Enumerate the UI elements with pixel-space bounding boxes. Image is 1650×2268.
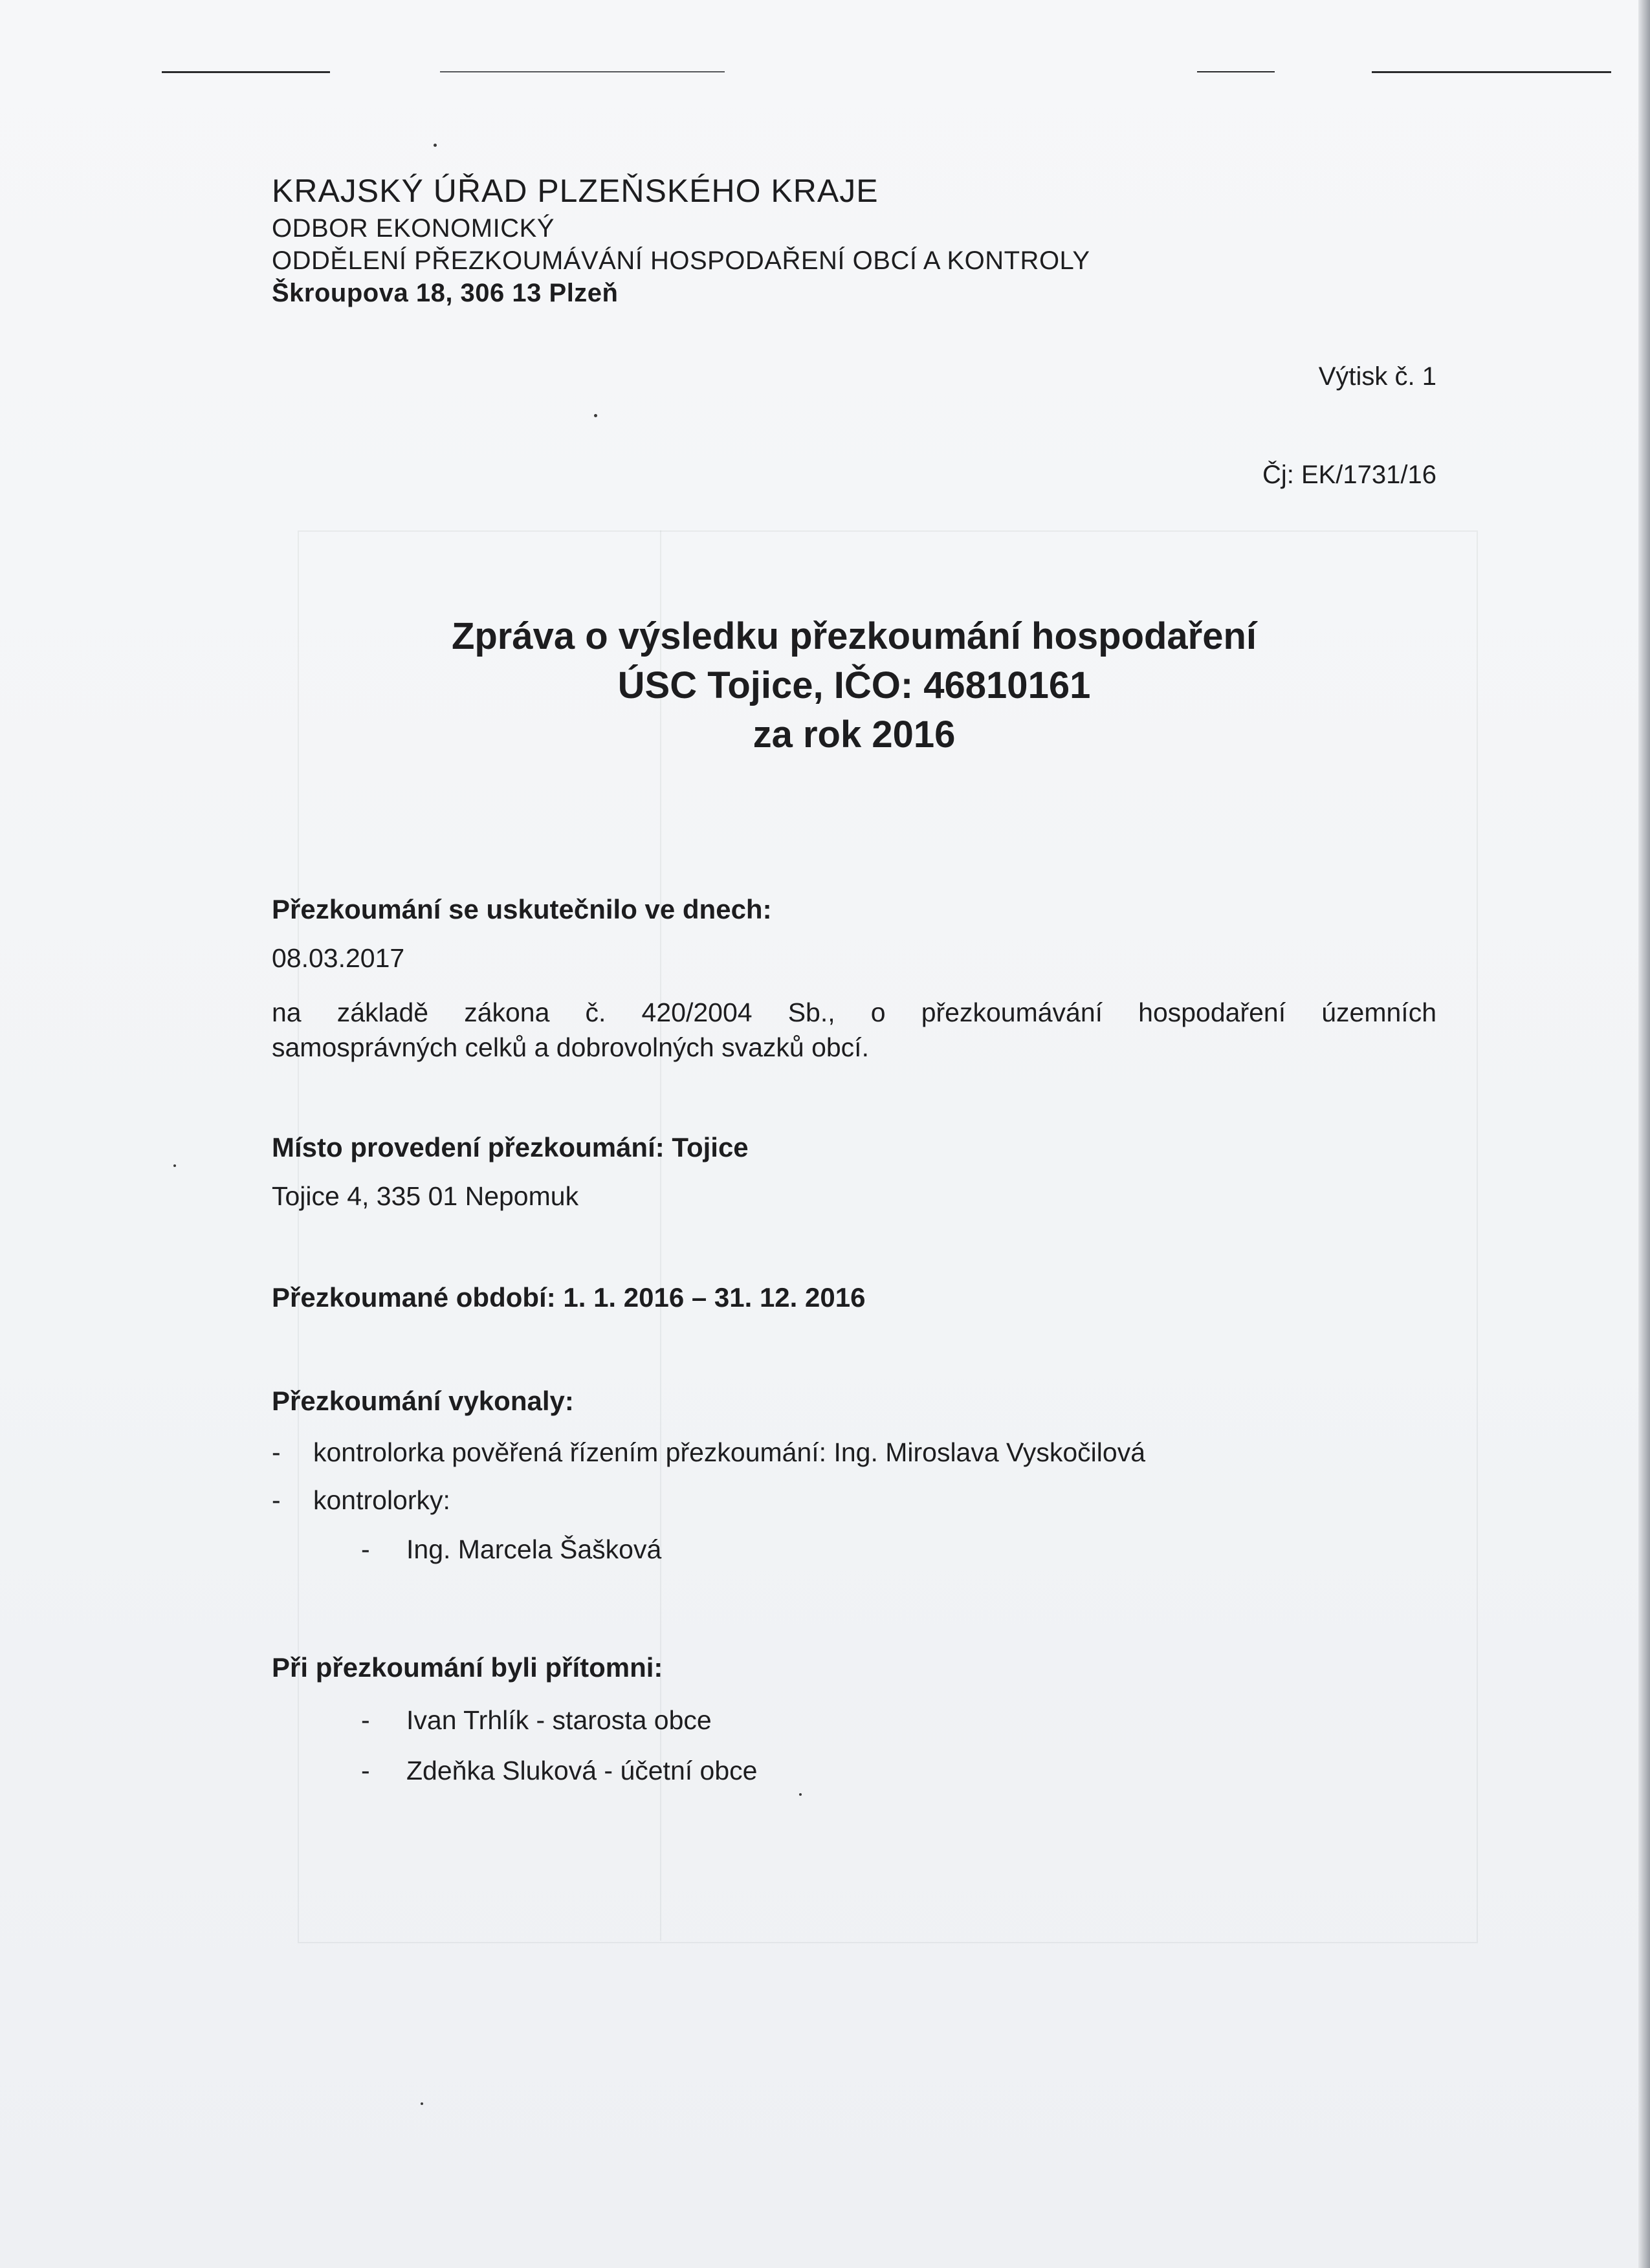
top-rule-1 [162, 71, 330, 73]
scan-speck [434, 144, 437, 147]
legal-basis-line-2: samosprávných celků a dobrovolných svazků obcí. [272, 1032, 869, 1062]
scan-speck [421, 2102, 423, 2105]
list-dash: - [361, 1756, 370, 1785]
list-dash: - [272, 1485, 281, 1515]
inspectors-label: kontrolorky: [313, 1485, 450, 1515]
list-dash: - [361, 1534, 370, 1564]
top-rule-2 [440, 71, 725, 72]
review-period: Přezkoumané období: 1. 1. 2016 – 31. 12. 2016 [272, 1282, 866, 1313]
title-line-3: za rok 2016 [753, 714, 956, 756]
inspector-member: Ing. Marcela Šašková [406, 1534, 662, 1564]
present-person-2: Zdeňka Sluková - účetní obce [406, 1756, 758, 1785]
performed-by-heading: Přezkoumání vykonaly: [272, 1386, 574, 1416]
review-dates-heading: Přezkoumání se uskutečnilo ve dnech: [272, 894, 772, 924]
letterhead [272, 169, 1090, 309]
department-name: ODBOR EKONOMICKÝ [272, 214, 555, 243]
legal-basis-line-1: na základě zákona č. 420/2004 Sb., o přezkoumávání hospodaření územních [272, 998, 1436, 1027]
legal-basis [272, 995, 1436, 1065]
review-date: 08.03.2017 [272, 943, 405, 973]
location-address: Tojice 4, 335 01 Nepomuk [272, 1181, 579, 1211]
list-dash: - [272, 1437, 281, 1467]
title-line-2: ÚSC Tojice, IČO: 46810161 [617, 664, 1091, 706]
report-title [0, 612, 1650, 759]
top-rule-3 [1197, 71, 1275, 72]
page-edge-shadow [1638, 0, 1650, 2268]
top-rule-4 [1372, 71, 1611, 73]
scan-speck [173, 1164, 176, 1167]
list-dash: - [361, 1705, 370, 1735]
office-name: KRAJSKÝ ÚŘAD PLZEŇSKÉHO KRAJE [272, 173, 879, 209]
scan-speck [799, 1793, 802, 1796]
lead-inspector: kontrolorka pověřená řízením přezkoumání: Ing. Miroslava Vyskočilová [313, 1437, 1145, 1467]
copy-number: Výtisk č. 1 [1318, 362, 1436, 391]
division-name: ODDĚLENÍ PŘEZKOUMÁVÁNÍ HOSPODAŘENÍ OBCÍ A KONTROLY [272, 246, 1090, 275]
present-person-1: Ivan Trhlík - starosta obce [406, 1705, 712, 1735]
office-address: Škroupova 18, 306 13 Plzeň [272, 279, 619, 307]
reference-number: Čj: EK/1731/16 [1262, 461, 1436, 489]
scan-speck [594, 414, 597, 417]
title-line-1: Zpráva o výsledku přezkoumání hospodaření [451, 615, 1257, 657]
present-heading: Při přezkoumání byli přítomni: [272, 1652, 663, 1683]
location-heading: Místo provedení přezkoumání: Tojice [272, 1132, 749, 1162]
